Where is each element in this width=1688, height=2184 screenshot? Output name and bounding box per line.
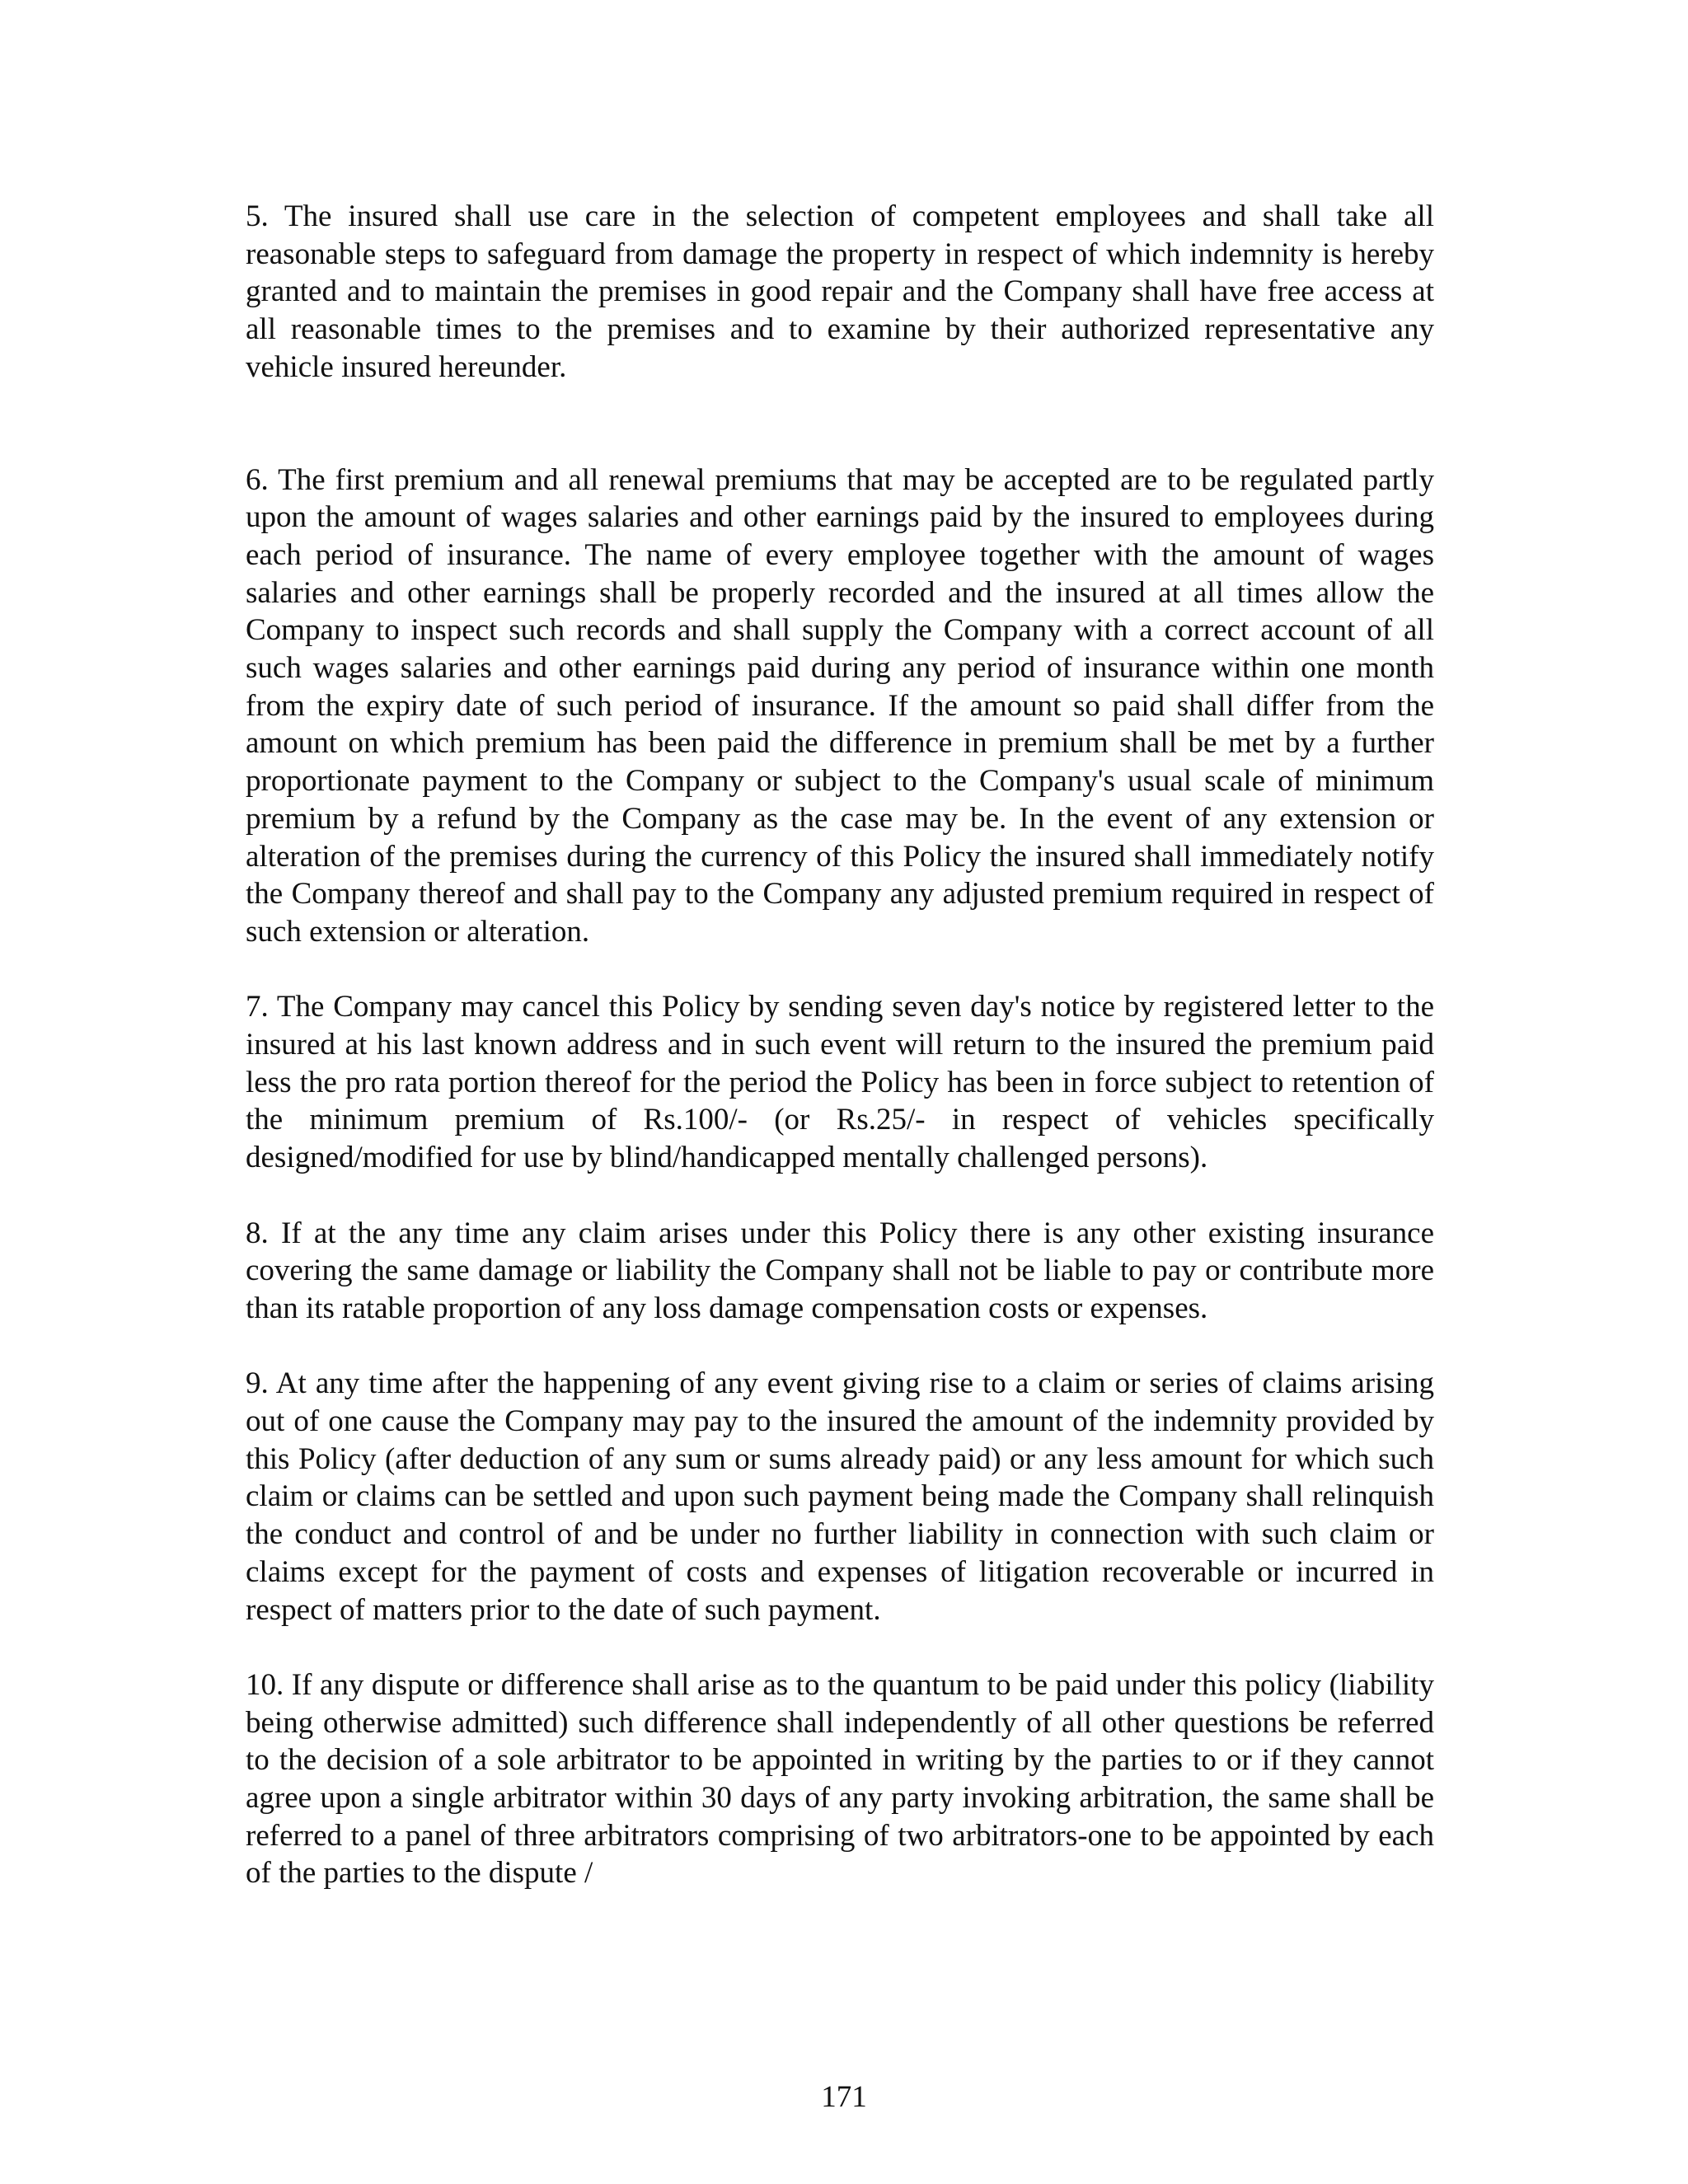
paragraph-8: 8. If at the any time any claim arises under this Policy there is any other existing insurance covering the same damage or liability the Company shall not be liable to pay or contribute more than its ratable proportion of any loss damage compensation costs or expenses. xyxy=(246,1216,1434,1325)
document-body xyxy=(246,198,1434,1892)
paragraph-7: 7. The Company may cancel this Policy by sending seven day's notice by registered letter to the insured at his last known address and in such event will return to the insured the premium paid less the pro rata portion thereof for the period the Policy has been in force subject to retention of the minimum premium of Rs.100/- (or Rs.25/- in respect of vehicles specifically designed/modified for use by blind/handicapped mentally challenged persons). xyxy=(246,990,1434,1175)
page-number: 171 xyxy=(821,2080,867,2114)
paragraph-9: 9. At any time after the happening of any event giving rise to a claim or series of claims arising out of one cause the Company may pay to the insured the amount of the indemnity provided by this Policy (after deduction of any sum or sums already paid) or any less amount for which such claim or claims can be settled and upon such payment being made the Company shall relinquish the conduct and control of and be under no further liability in connection with such claim or claims except for the payment of costs and expenses of litigation recoverable or incurred in respect of matters prior to the date of such payment. xyxy=(246,1366,1434,1627)
paragraph-6: 6. The first premium and all renewal premiums that may be accepted are to be regulated partly upon the amount of wages salaries and other earnings paid by the insured to employees during each period of insurance. The name of every employee together with the amount of wages salaries and other earnings shall be properly recorded and the insured at all times allow the Company to inspect such records and shall supply the Company with a correct account of all such wages salaries and other earnings paid during any period of insurance within one month from the expiry date of such period of insurance. If the amount so paid shall differ from the amount on which premium has been paid the difference in premium shall be met by a further proportionate payment to the Company or subject to the Company's usual scale of minimum premium by a refund by the Company as the case may be. In the event of any extension or alteration of the premises during the currency of this Policy the insured shall immediately notify the Company thereof and shall pay to the Company any adjusted premium required in respect of such extension or alteration. xyxy=(246,462,1434,949)
paragraph-10: 10. If any dispute or difference shall arise as to the quantum to be paid under this policy (liability being otherwise admitted) such difference shall independently of all other questions be referred to the decision of a sole arbitrator to be appointed in writing by the parties to or if they cannot agree upon a single arbitrator within 30 days of any party invoking arbitration, the same shall be referred to a panel of three arbitrators comprising of two arbitrators-one to be appointed by each of the parties to the dispute / xyxy=(246,1667,1434,1891)
paragraph-5: 5. The insured shall use care in the selection of competent employees and shall take all reasonable steps to safeguard from damage the property in respect of which indemnity is hereby granted and to maintain the premises in good repair and the Company shall have free access at all reasonable times to the premises and to examine by their authorized representative any vehicle insured hereunder. xyxy=(246,199,1434,384)
